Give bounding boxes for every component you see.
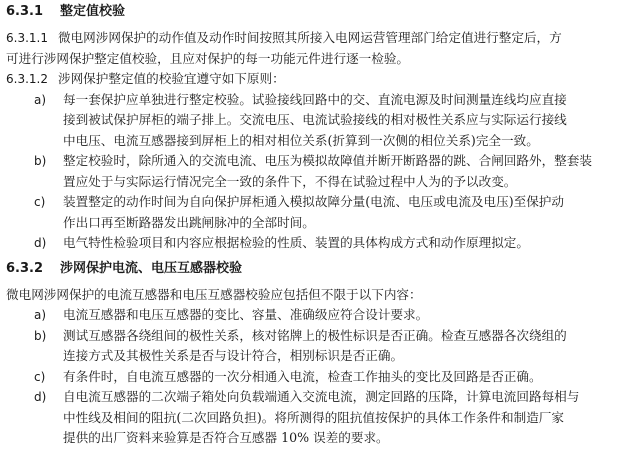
list-text-line: 装置整定的动作时间为自向保护屏柜通入模拟故障分量(电流、电压或电流及电压)至保护动 — [63, 194, 564, 209]
list-label: c) — [34, 195, 46, 209]
list-text-line: 连接方式及其极性关系是否与设计符合，相别标识是否正确。 — [63, 348, 404, 363]
list-text-line: 接到被试保护屏柜的端子排上。交流电压、电流试验接线的相对极性关系应与实际运行接线 — [63, 112, 567, 127]
list-text-line: 有条件时，自电流互感器的一次分相通入电流，检查工作抽头的变比及回路是否正确。 — [63, 368, 542, 384]
list-item-c — [6, 192, 608, 233]
list-text-line: 作出口再至断路器发出跳闸脉冲的全部时间。 — [63, 214, 315, 230]
list-text-line: 测试互感器各绕组间的极性关系，核对铭牌上的极性标识是否正确。检查互感器各次绕组的 — [63, 327, 567, 343]
list-text-line: 置应处于与实际运行情况完全一致的条件下，不得在试验过程中人为的予以改变。 — [63, 173, 517, 189]
list-text-line: 每一套保护应单独进行整定校验。试验接线回路中的交、直流电源及时间测量连线均应直接 — [63, 91, 567, 107]
list-text-line: 中性线及相间的阻抗(二次回路负担)。将所测得的阻抗值按保护的具体工作条件和制造厂家 — [63, 409, 564, 425]
clause-number: 6.3.1.2 — [6, 72, 48, 86]
clause-6-3-1-1 — [6, 28, 608, 69]
list-text — [63, 305, 608, 326]
list-text-line: 整定校验时，除所通入的交流电流、电压为模拟故障值并断开断路器的跳、合闸回路外，整套装 — [63, 153, 592, 168]
list-text-line: 自电流互感器的二次端子箱处向负载端通入交流电流，测定回路的压降，计算电流回路每相与 — [63, 389, 580, 404]
list-text-line: 提供的出厂资料来验算是否符合互感器 10% 误差的要求。 — [63, 430, 389, 445]
section-heading-6-3-1 — [6, 2, 608, 28]
clause-number: 6.3.1.1 — [6, 31, 48, 45]
list-item-a — [6, 90, 608, 152]
clause-text-line: 微电网涉网保护的动作值及动作时间按照其所接入电网运营管理部门给定值进行整定后，方 — [57, 30, 562, 45]
list-text — [63, 367, 608, 388]
list-label: d) — [34, 236, 47, 250]
list-label: a) — [34, 308, 47, 322]
clause-6-3-1-2 — [6, 69, 608, 90]
list-item-c — [6, 367, 608, 388]
section-number: 6.3.1 — [6, 4, 44, 19]
list-text — [63, 151, 608, 192]
section-number: 6.3.2 — [6, 260, 44, 276]
list-text — [63, 326, 608, 367]
list-text-line: 电气特性检验项目和内容应根据检验的性质、装置的具体构成方式和动作原理拟定。 — [63, 235, 529, 250]
list-label: c) — [34, 369, 46, 384]
list-text-line: 中电压、电流互感器接到屏柜上的相对相位关系(折算到一次侧的相位关系)完全一致。 — [63, 132, 539, 148]
list-text — [63, 90, 608, 152]
list-item-a — [6, 305, 608, 326]
section-title: 涉网保护电流、电压互感器校验 — [60, 260, 243, 276]
list-label: d) — [34, 390, 47, 404]
list-text — [63, 233, 608, 254]
list-label: b) — [34, 154, 47, 168]
section-intro — [6, 285, 608, 306]
section-heading-6-3-2 — [6, 259, 608, 285]
list-text-line: 电流互感器和电压互感器的变比、容量、准确级应符合设计要求。 — [63, 307, 429, 322]
clause-text: 涉网保护整定值的校验宜遵守如下原则： — [57, 71, 285, 86]
list-item-b — [6, 151, 608, 192]
list-label: a) — [34, 92, 47, 107]
intro-text: 微电网涉网保护的电流互感器和电压互感器校验应包括但不限于以下内容： — [6, 286, 422, 302]
list-item-b — [6, 326, 608, 367]
list-label: b) — [34, 328, 47, 343]
clause-text-line: 可进行涉网保护整定值校验，且应对保护的每一功能元件进行逐一检验。 — [6, 50, 409, 66]
list-item-d — [6, 387, 608, 449]
list-item-d — [6, 233, 608, 254]
section-title: 整定值校验 — [60, 4, 126, 19]
list-text — [63, 192, 608, 233]
list-text — [63, 387, 608, 449]
